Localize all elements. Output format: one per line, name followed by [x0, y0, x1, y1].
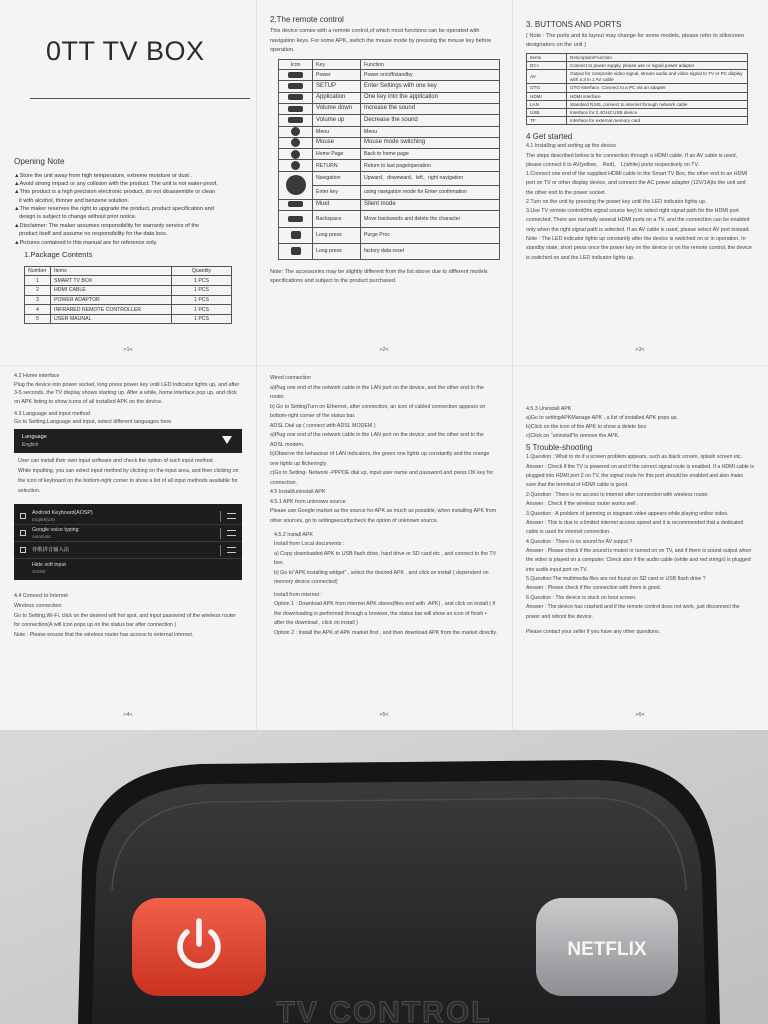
column-header: Icon	[279, 60, 313, 70]
table-row	[279, 115, 500, 126]
accessories-note: Note: The accessories may be slightly different from the list above due to different models specifications and subject to the product purchased.	[270, 268, 488, 285]
table-row	[279, 126, 500, 137]
paragraph: 3.Use TV remote control(the signal source key) to select right signal path for the HDMI port connected. There are normally several HDMI ports on a TV, and the connection can be enabled only when the right signal path is selected. If an AV cable is used, please select AV port instead.	[526, 208, 750, 233]
settings-icon[interactable]	[227, 547, 236, 553]
remote-intro: This device comes with a remote control,of which most functions can be operated with navigation keys. For some APK, switch the mouse mode by pressing the mouse key before operation.	[270, 28, 492, 54]
table-row	[279, 103, 500, 114]
keyboard-label: Android Keyboard(AOSP) English(US)	[32, 510, 93, 523]
table-cell: Increase the sound	[361, 103, 500, 114]
keyboard-option[interactable]	[14, 542, 242, 559]
paragraph: Wireless connection	[14, 602, 62, 609]
internet-body	[14, 592, 242, 640]
table-cell: HDMI interface	[567, 92, 748, 100]
manual-page-4	[0, 365, 256, 730]
home-interface-body	[14, 372, 242, 427]
paragraph: Plug the device into power socket, long press power key until LED indicator lights up, and after 3-5 seconds, the TV display shows starting up. After a while, home interface pop up, and click on APK listing to show icons of all installed APK on the device.	[14, 381, 240, 405]
home-icon	[279, 149, 313, 160]
page-number: >6<	[635, 712, 645, 719]
long-press-icon	[279, 243, 313, 259]
dropdown-arrow-icon	[222, 436, 232, 444]
paragraph: Answer : Check if the TV is powered on and if the correct signal route is enabled. If a HDMI cable is plugged into HDMI port 2 on TV, the signal route for this port should be enabled and also make sure that the terminal of HDMI cable is good.	[526, 463, 754, 489]
navigation-pad-icon	[279, 171, 313, 199]
manual-page-5	[256, 365, 512, 730]
page-number: >3<	[635, 347, 645, 354]
column-header: Items	[527, 54, 567, 62]
paragraph: a)Go to settingAPKManage APK , a list of installed APK pops up.	[526, 415, 678, 421]
table-cell: 1 PCS	[172, 276, 232, 286]
paragraph: 4.Question : There is no sound for AV output ?	[526, 538, 633, 545]
table-header-row	[25, 266, 232, 276]
soft-input-label: Hide soft input SHOW	[32, 561, 66, 574]
table-cell: Home Page	[313, 149, 361, 160]
table-cell: Mouse	[313, 137, 361, 148]
keyboard-option[interactable]	[14, 508, 242, 525]
get-started-heading: 4 Get started	[526, 131, 573, 141]
paragraph: Answer : This is due to a limited internet access speed and it is recommended that a dedicated cable is used for internet connection.	[526, 519, 744, 536]
page5-body	[270, 374, 498, 638]
table-cell: Application	[313, 92, 361, 103]
table-row	[527, 100, 748, 108]
table-row	[279, 70, 500, 81]
table-cell: Navigation	[313, 171, 361, 185]
table-row	[279, 149, 500, 160]
paragraph: c)Click on "uninstall"to remove the APK.	[526, 433, 620, 439]
table-row	[279, 92, 500, 103]
package-table	[24, 266, 232, 325]
table-cell: DC+	[527, 62, 567, 70]
table-cell: Menu	[361, 126, 500, 137]
paragraph: b)Click on the icon of the APK to show a delete box	[526, 424, 647, 430]
table-row	[279, 137, 500, 148]
input-method-body	[14, 457, 242, 496]
table-cell: RETURN	[313, 160, 361, 171]
paragraph: 2.Question : There is no access to internet after connection with wireless router.	[526, 491, 709, 498]
power-icon	[279, 70, 313, 81]
manual-page-6	[512, 365, 768, 730]
language-label: Language	[22, 433, 47, 440]
table-cell: USB	[527, 108, 567, 116]
table-cell: SETUP	[313, 81, 361, 92]
package-contents-heading: 1.Package Contents	[24, 250, 93, 260]
paragraph: b) Go to"APK installing widget" , select the desired APK , and click on install ( dependent on memory device connected)	[274, 569, 489, 586]
table-cell: 2	[25, 286, 51, 296]
column-header: Description/Function	[567, 54, 748, 62]
table-cell: Interface for external memory card	[567, 116, 748, 124]
table-cell: Volume up	[313, 115, 361, 126]
table-cell: Long press	[313, 243, 361, 259]
paragraph: ADSL Dial up ( connect with ADSL MODEM )	[270, 422, 376, 429]
settings-icon[interactable]	[227, 530, 236, 536]
remote-key-table	[278, 59, 500, 260]
table-row	[527, 84, 748, 92]
table-row	[25, 305, 232, 315]
paragraph: 6.Question : The device is stuck on boot screen.	[526, 594, 637, 601]
table-cell: using navigation mode for Enter confirmation	[361, 185, 500, 199]
table-row	[527, 92, 748, 100]
ports-table	[526, 53, 748, 125]
paragraph: a)Plug one end of the network cable in the LAN port on the device, and the other end to the router.	[270, 384, 484, 401]
keyboard-option[interactable]	[14, 525, 242, 542]
paragraph: Install from internet :	[274, 591, 322, 598]
table-cell: Power on/off/standby	[361, 70, 500, 81]
warning-line: ▲Disclaimer: The maker assumes responsibility for warranty service of the	[14, 222, 200, 229]
table-cell: Upward、downward、left、right navigation	[361, 171, 500, 185]
checkbox-icon[interactable]	[20, 530, 26, 536]
table-row	[527, 70, 748, 84]
contact-note: Please contact your seller if you have any other questions.	[526, 628, 661, 635]
table-cell: Enter key	[313, 185, 361, 199]
table-row	[279, 171, 500, 185]
paragraph: The steps described below is for connection through a HDMI cable. If an AV cable is used, please connect it to AV(yellow、 Red)、 L(white) ports respectively on TV.	[526, 152, 738, 168]
table-cell: HDMI CABLE	[51, 286, 172, 296]
paragraph: 4.5.3 Uninstall APK	[526, 406, 572, 412]
paragraph: Option 2 : Install the APK of APK market first , and then download APK from the market directly.	[274, 629, 498, 636]
table-cell: 1 PCS	[172, 314, 232, 324]
trouble-shooting-heading: 5 Trouble-shooting	[526, 443, 593, 452]
paragraph: 4.5 Install/uninstall APK	[270, 489, 326, 496]
page-number: >1<	[123, 347, 133, 354]
checkbox-icon[interactable]	[20, 513, 26, 519]
application-icon	[279, 92, 313, 103]
table-cell: Enter Settings with one key	[361, 81, 500, 92]
remote-control-photo	[0, 730, 768, 1024]
table-cell: 3	[25, 295, 51, 305]
table-cell: Back to home page	[361, 149, 500, 160]
table-cell: One key into the application	[361, 92, 500, 103]
divider	[220, 545, 221, 556]
mouse-icon	[279, 137, 313, 148]
column-header: Quantity	[172, 266, 232, 276]
mute-icon	[279, 199, 313, 210]
page-number: >5<	[379, 712, 389, 719]
manual-page-3	[512, 0, 768, 365]
warning-line: ▲Pictures contained in this manual are for reference only.	[14, 239, 158, 246]
table-row	[279, 81, 500, 92]
buttons-ports-heading: 3. BUTTONS AND PORTS	[526, 20, 622, 29]
table-cell: Connect to power supply, please use or signal power adapter	[567, 62, 748, 70]
paragraph: 4.5.1 APK from unknown source	[270, 498, 346, 505]
table-cell: 1 PCS	[172, 286, 232, 296]
table-cell: LAN	[527, 100, 567, 108]
language-setting-bar[interactable]	[14, 429, 242, 453]
divider	[220, 528, 221, 539]
table-cell: SMART TV BOX	[51, 276, 172, 286]
paragraph: Note : The LED indicator lights up constantly after the device is switched on or in operation. In standby state, short press once the power key on the device or on the remote control, the device is switched on and the LED indicator lights up.	[526, 235, 752, 261]
paragraph: 3.Question : A problem of jamming or stagnant video appears while playing online video.	[526, 510, 729, 517]
warning-line: ▲Avoid strong impact or any collision with the product. The unit is not water-proof.	[14, 180, 218, 187]
paragraph: Go to Setting,Wi-Fi, click on the desired wifi hot spot, and input password of the wireless router for connection(A wifi icon pops up on the status bar after connection )	[14, 612, 236, 629]
paragraph: While inputting, you can select input method by clicking on the input area, and then clicking on the icon of keyboard on the bottom-right corner to show a list of all input methods available for selection.	[18, 468, 239, 494]
table-cell: factory data reset	[361, 243, 500, 259]
paragraph: Wired connection	[270, 375, 311, 381]
paragraph: b) Go to SettingTurn on Ethernet, after connection, an icon of cabled connection appears on bottom-right corner of the status bar.	[270, 403, 486, 420]
table-row	[527, 62, 748, 70]
column-header: Items	[51, 266, 172, 276]
column-header: Key	[313, 60, 361, 70]
paragraph: Answer : Please check if the sound is muted or turned on on TV, and if there is sound output when the video is played on a computer; Check also if the audio cable (white and red strings) is plugged into audio input port on TV.	[526, 547, 752, 573]
table-cell: TF	[527, 116, 567, 124]
volume-down-icon	[279, 103, 313, 114]
paragraph: Option 1 : Download APK from internet APK stores(files end with .APK) , and click on install ( if the downloading is performed through a browser, the status bar will show an icon of finish ▪ after the download , click on install )	[274, 601, 496, 627]
table-cell: OTG-interface. Connect to a PC via an adapter	[567, 84, 748, 92]
paragraph: 1.Question : What to do if a screen problem appears, such as black screen, splash screen etc.	[526, 454, 743, 461]
table-cell: 1 PCS	[172, 295, 232, 305]
table-cell: Muet	[313, 199, 361, 210]
paragraph: 2.Turn on the unit by pressing the power key until the LED indicator lights up.	[526, 198, 707, 205]
keyboard-label: Google voice typing Automatic	[32, 527, 79, 540]
table-cell: Interface for 2.4GHZ USB device	[567, 108, 748, 116]
language-value: English	[22, 441, 39, 448]
netflix-label: NETFLIX	[567, 939, 647, 960]
remote-illustration	[0, 730, 768, 1024]
paragraph: Install from Local documents :	[274, 541, 345, 548]
warning-line: ▲This product is a high precision electronic product, do not disassemble or clean	[14, 189, 216, 196]
keyboard-label: 谷歌拼音输入法	[32, 547, 70, 554]
table-cell: Long press	[313, 227, 361, 243]
paragraph: 4.2 Home interface	[14, 373, 60, 379]
paragraph: 4.3 Language and input method	[14, 410, 91, 417]
long-press-icon	[279, 227, 313, 243]
manual-page-2	[256, 0, 512, 365]
table-row	[279, 210, 500, 227]
table-cell: USER MAUNAL	[51, 314, 172, 324]
opening-note-heading: Opening Note	[14, 156, 65, 166]
table-cell: Backspace	[313, 210, 361, 227]
table-row	[527, 108, 748, 116]
table-row	[279, 227, 500, 243]
table-row	[25, 314, 232, 324]
table-cell: Menu	[313, 126, 361, 137]
table-cell: INFRARED REMOTE CONTROLLER	[51, 305, 172, 315]
warning-line: ▲The maker reserves the right to upgrade the product, product specification and	[14, 206, 214, 213]
paragraph: b)Observe the behaviour of LAN indicators, the green one lights up constantly and the orange one lights up flickeringly.	[270, 451, 490, 467]
table-row	[279, 199, 500, 210]
table-cell: Move backwards and delete the character	[361, 210, 500, 227]
table-cell: Standard RJ45, connect to internet through network cable	[567, 100, 748, 108]
volume-up-icon	[279, 115, 313, 126]
table-header-row	[279, 60, 500, 70]
paragraph: Go to Setting,Language and input, select different languages here	[14, 419, 172, 426]
table-cell: Silent mode	[361, 199, 500, 210]
page-number: >4<	[123, 712, 133, 719]
table-cell: Return to last page/operation	[361, 160, 500, 171]
paragraph: 5.Question:The multimedia files are not found on SD card or USB flash drive ?	[526, 576, 706, 583]
table-cell: Mouse mode switching	[361, 137, 500, 148]
table-cell: Power	[313, 70, 361, 81]
uninstall-body	[526, 405, 754, 441]
page-number: >2<	[379, 347, 389, 354]
paragraph: 1.Connect one end of the supplied HDMI cable to the Smart TV Box, the other end to an HDMI port on TV or other display device, and connect the AC power adapter (12V/1A)to the unit and the other end to the power socket.	[526, 171, 748, 196]
hide-soft-input-option[interactable]	[14, 559, 242, 576]
paragraph: User can install their own input software and check the option of such input method .	[18, 458, 216, 465]
table-cell: Output for composite video signal, stream audio and video signal to TV or PC display with a 3 in 1 AV cable	[567, 70, 748, 84]
manual-title: 0TT TV BOX	[46, 36, 205, 66]
column-header: Number	[25, 266, 51, 276]
trouble-shooting-body	[526, 453, 754, 621]
checkbox-icon[interactable]	[20, 547, 26, 553]
warning-line: it with alcohol, thinner and benzene solution.	[19, 197, 130, 204]
paragraph: Answer : Please check if the connection with them is good.	[526, 585, 661, 592]
paragraph: 4.5.2 Install APK	[274, 531, 313, 538]
table-cell: POWER ADAPTOR	[51, 295, 172, 305]
buttons-ports-note: ( Note : The ports and its layout may change for some models, please refer to silkscreen designators on the unit )	[526, 33, 745, 48]
table-row	[279, 185, 500, 199]
table-row	[279, 243, 500, 259]
paragraph: Answer : The device has crashed and if the remote control does not work, just disconnect the power and reboot the device.	[526, 604, 740, 620]
table-cell: HDMI	[527, 92, 567, 100]
table-header-row	[527, 54, 748, 62]
table-row	[25, 295, 232, 305]
setup-icon	[279, 81, 313, 92]
brand-label: TV CONTROL	[276, 996, 492, 1024]
table-cell: 1	[25, 276, 51, 286]
settings-icon[interactable]	[227, 513, 236, 519]
paragraph: a) Copy downloaded APK to USB flash drive, hard drive or SD card etc , and connect to the TV box.	[274, 550, 497, 567]
paragraph: 4.1 Installing and setting up the device	[526, 143, 617, 150]
divider	[220, 511, 221, 522]
paragraph: c)Go to Setting- Network -PPPOE dial up, input user name and password and press OK key for connection.	[270, 470, 494, 486]
paragraph: a)Plug one end of the network cable in the LAN port on the device, and the other end to the ADSL modem.	[270, 432, 484, 448]
column-header: Function	[361, 60, 500, 70]
warning-line: ▲Store the unit away from high temperature, extreme moisture or dust .	[14, 172, 193, 179]
table-cell: OTG	[527, 84, 567, 92]
table-cell: Volume down	[313, 103, 361, 114]
remote-control-heading: 2.The remote control	[270, 15, 344, 24]
return-icon	[279, 160, 313, 171]
warning-line: design is subject to change without prior notice.	[19, 214, 137, 221]
warnings-list	[14, 172, 242, 248]
manual-page-1	[0, 0, 256, 365]
table-cell: Decrease the sound	[361, 115, 500, 126]
table-cell: 5	[25, 314, 51, 324]
menu-icon	[279, 126, 313, 137]
warning-line: product itself and assume no responsibility for the data loss.	[19, 231, 168, 238]
table-row	[25, 276, 232, 286]
power-button	[132, 898, 266, 996]
table-cell: AV	[527, 70, 567, 84]
table-row	[279, 160, 500, 171]
backspace-icon	[279, 210, 313, 227]
get-started-body	[526, 142, 754, 262]
table-row	[527, 116, 748, 124]
table-row	[25, 286, 232, 296]
paragraph: Answer : Check if the wireless router works well .	[526, 501, 639, 508]
paragraph: 4.4 Connect to Internet	[14, 593, 68, 600]
input-methods-panel	[14, 504, 242, 580]
paragraph: Please use Google market as the source for APK as much as possible, when installing APK from other sources, go to settingsecuritycheck the option of unknown source.	[270, 508, 497, 524]
table-cell: Purge Proc	[361, 227, 500, 243]
paragraph: Note : Please ensure that the wireless router has access to external internet.	[14, 631, 194, 638]
table-cell: 4	[25, 305, 51, 315]
table-cell: 1 PCS	[172, 305, 232, 315]
title-rule	[30, 98, 250, 99]
